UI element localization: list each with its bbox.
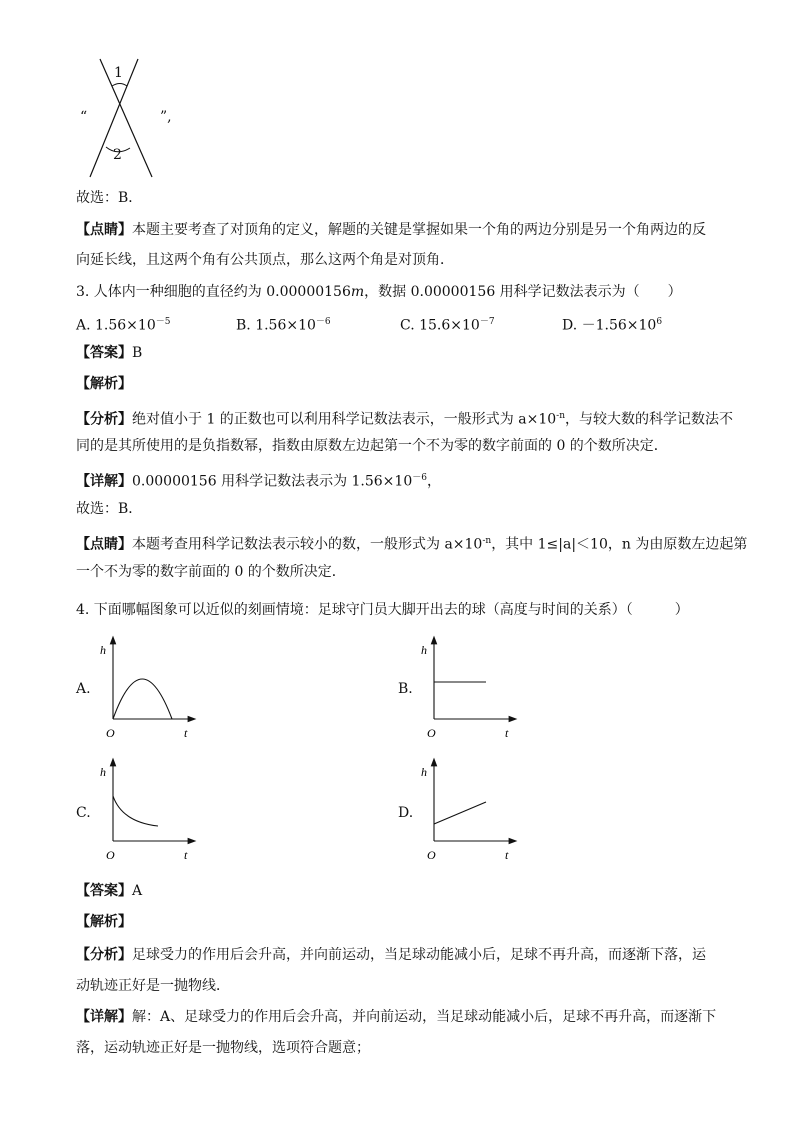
q4-fenxi-text: 足球受力的作用后会升高，并向前运动，当足球动能减小后，足球不再升高，而逐渐下落，运 (132, 947, 706, 963)
q3-option-a (76, 312, 170, 336)
q3-option-b-exp: －6 (315, 317, 331, 327)
q3-dianjing-text: 本题考查用科学记数法表示较小的数，一般形式为 a×10 (132, 536, 483, 553)
q3-xiangjie-text: 0.00000156 用科学记数法表示为 1.56×10 (132, 473, 413, 490)
q3-stem-a: 3. 人体内一种细胞的直径约为 0.00000156 (76, 284, 351, 300)
q4-graph-a-y-axis-label: h (100, 643, 106, 657)
q3-fenxi-text: 绝对值小于 1 的正数也可以利用科学记数法表示，一般形式为 a×10 (132, 411, 557, 428)
q3-dianjing-exp: -n (482, 536, 492, 546)
q3-unit: m (350, 284, 365, 300)
q3-fenxi-text-b: ，与较大数的科学记数法不 (565, 411, 733, 428)
q4-graph-d (421, 756, 521, 866)
q3-option-a-exp: －5 (155, 317, 171, 327)
q4-graph-d-origin: O (427, 848, 436, 862)
q3-fenxi-tag: 【分析】 (76, 411, 132, 428)
q4-graph-d-y-axis-label: h (421, 765, 427, 779)
q4-graph-b-y-axis-label: h (421, 643, 427, 657)
q3-option-c-exp: －7 (479, 317, 495, 327)
angle-1-label: 1 (114, 65, 123, 81)
q3-jiexi: 【解析】 (76, 376, 132, 392)
q4-graph-d-x-axis-label: t (505, 848, 509, 862)
dianjing-text: 本题主要考查了对顶角的定义，解题的关键是掌握如果一个角的两边分别是另一个角两边的反 (132, 222, 706, 238)
dianjing-line-2: 向延长线，且这两个角有公共顶点，那么这两个角是对顶角． (76, 252, 454, 268)
q3-option-d-exp: 6 (656, 317, 663, 327)
q3-option-c-text: C. 15.6×10 (400, 317, 480, 334)
q3-xiangjie (76, 468, 441, 492)
q4-graph-a (100, 634, 200, 744)
q4-graph-c-x-axis-label: t (184, 848, 188, 862)
q4-xiangjie-tag: 【详解】 (76, 1009, 132, 1025)
q3-stem-b: ，数据 0.00000156 用科学记数法表示为（ ） (364, 284, 682, 300)
q3-option-d (562, 312, 662, 336)
q4-option-d-label: D. (398, 805, 414, 821)
q4-xiangjie-line-1 (76, 1007, 716, 1027)
q4-option-c-label: C. (76, 805, 91, 821)
q3-dianjing-line-1 (76, 531, 747, 555)
q3-dianjing-text-b: ，其中 1≤|a|＜10，n 为由原数左边起第 (491, 536, 748, 553)
q3-xiangjie-tag: 【详解】 (76, 473, 132, 490)
q4-graph-c-y-axis-label: h (100, 765, 106, 779)
q4-xiangjie-line-2: 落，运动轨迹正好是一抛物线，选项符合题意； (76, 1040, 370, 1056)
guxuan-line: 故选：B． (76, 190, 143, 206)
q4-fenxi-line-2: 动轨迹正好是一抛物线． (76, 978, 230, 994)
q3-fenxi-line-2: 同的是其所使用的是负指数幂，指数由原数左边起第一个不为零的数字前面的 0 的个数所决定． (76, 438, 668, 454)
q4-graph-a-origin: O (106, 726, 115, 740)
q4-answer (76, 881, 142, 901)
q3-answer-value: B (132, 345, 143, 361)
q4-graph-a-x-axis-label: t (184, 726, 188, 740)
q4-graph-c-origin: O (106, 848, 115, 862)
angle-2-label: 2 (113, 147, 122, 163)
q3-xiangjie-end: ， (426, 473, 441, 490)
q3-fenxi-line-1 (76, 406, 733, 430)
q4-answer-tag: 【答案】 (76, 883, 132, 899)
q3-guxuan: 故选：B． (76, 501, 143, 517)
q3-dianjing-tag: 【点睛】 (76, 536, 132, 553)
q4-fenxi-line-1 (76, 945, 706, 965)
q3-stem (76, 282, 682, 302)
q3-dianjing-line-2: 一个不为零的数字前面的 0 的个数所决定． (76, 564, 346, 580)
q3-answer (76, 343, 142, 363)
q4-graph-b-x-axis-label: t (505, 726, 509, 740)
q3-option-a-text: A. 1.56×10 (76, 317, 156, 334)
q4-answer-value: A (132, 883, 143, 899)
q3-option-c (400, 312, 495, 336)
q4-graph-b (421, 634, 521, 744)
q4-xiangjie-text: 解：A、足球受力的作用后会升高，并向前运动，当足球动能减小后，足球不再升高，而逐渐下 (132, 1009, 717, 1025)
q3-fenxi-exp: -n (556, 411, 565, 421)
q3-option-b (236, 312, 331, 336)
q4-jiexi: 【解析】 (76, 914, 132, 930)
dianjing-tag: 【点睛】 (76, 222, 132, 238)
quote-close: ”, (160, 109, 172, 125)
q4-option-b-label: B. (398, 681, 413, 697)
quote-open: “ (80, 109, 88, 125)
q4-graph-b-origin: O (427, 726, 436, 740)
q4-fenxi-tag: 【分析】 (76, 947, 132, 963)
q3-answer-tag: 【答案】 (76, 345, 132, 361)
dianjing-line-1 (76, 220, 706, 240)
q3-xiangjie-exp: －6 (412, 473, 427, 483)
q4-option-a-label: A. (76, 681, 91, 697)
q3-option-b-text: B. 1.56×10 (236, 317, 316, 334)
q4-stem: 4. 下面哪幅图象可以近似的刻画情境：足球守门员大脚开出去的球（高度与时间的关系）（ ） (76, 602, 689, 618)
q3-option-d-text: D. －1.56×10 (562, 317, 657, 334)
q4-graph-c (100, 756, 200, 866)
